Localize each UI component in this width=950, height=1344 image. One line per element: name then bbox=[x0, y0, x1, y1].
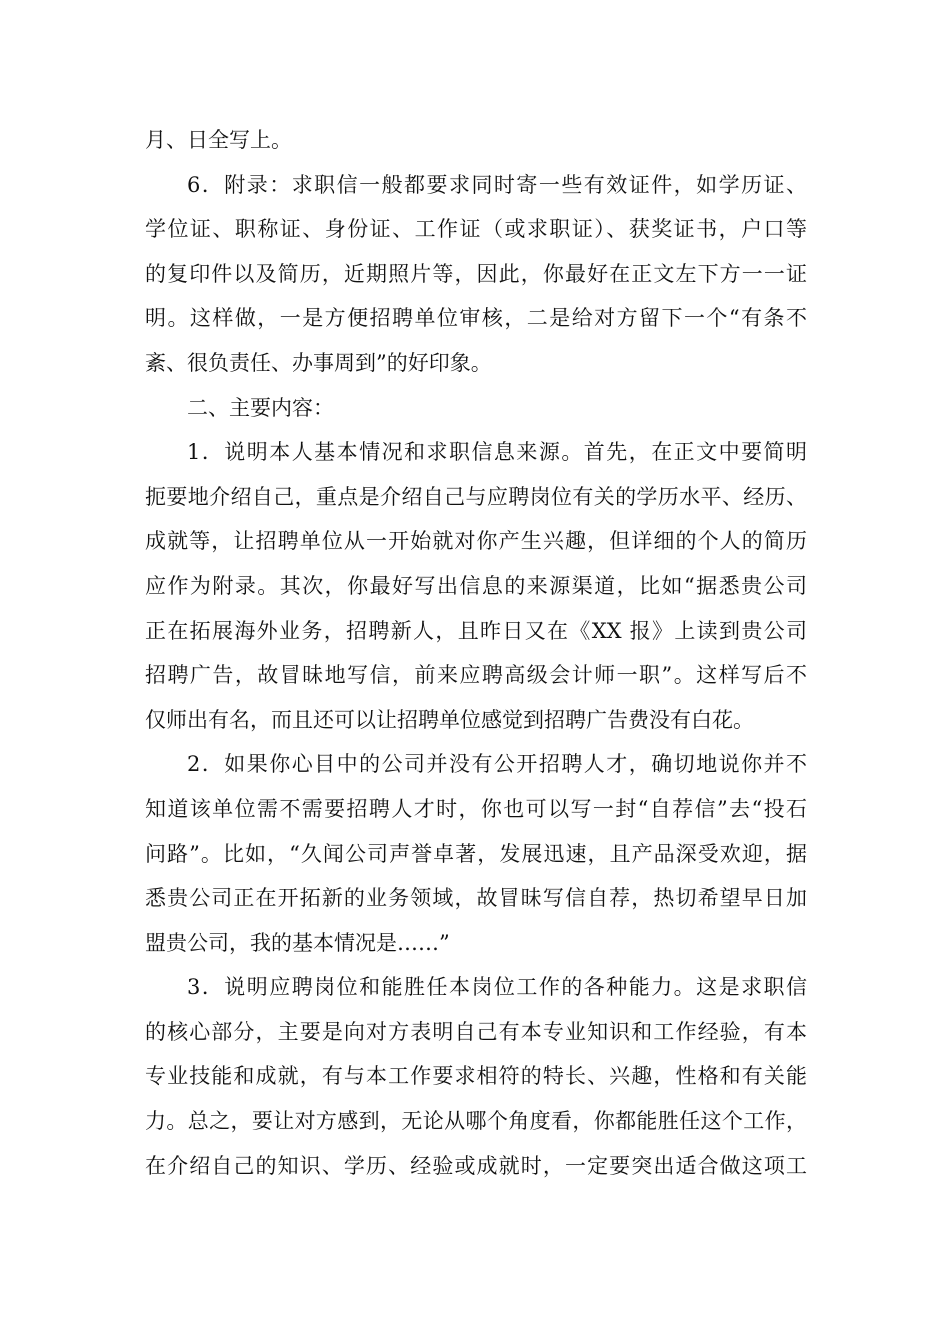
text-line: 知道该单位需不需要招聘人才时，你也可以写一封“自荐信”去“投石 bbox=[145, 796, 807, 821]
paragraph-first-line: 2．如果你心目中的公司并没有公开招聘人才，确切地说你并不 bbox=[187, 752, 807, 777]
section-heading: 二、主要内容： bbox=[187, 395, 334, 420]
text-line: 悉贵公司正在开拓新的业务领域，故冒昧写信自荐，热切希望早日加 bbox=[145, 886, 807, 911]
paragraph-first-line: 3．说明应聘岗位和能胜任本岗位工作的各种能力。这是求职信 bbox=[187, 975, 807, 1000]
text-line: 紊、很负责任、办事周到”的好印象。 bbox=[145, 350, 492, 375]
text-line: 仅师出有名，而且还可以让招聘单位感觉到招聘广告费没有白花。 bbox=[145, 707, 754, 732]
paragraph-first-line: 1．说明本人基本情况和求职信息来源。首先，在正文中要简明 bbox=[187, 440, 807, 465]
text-line: 学位证、职称证、身份证、工作证（或求职证）、获奖证书，户口等 bbox=[145, 217, 807, 242]
paragraph-first-line: 6．附录：求职信一般都要求同时寄一些有效证件，如学历证、 bbox=[187, 172, 807, 197]
text-line: 应作为附录。其次，你最好写出信息的来源渠道，比如“据悉贵公司 bbox=[145, 573, 807, 598]
text-line: 明。这样做，一是方便招聘单位审核，二是给对方留下一个“有条不 bbox=[145, 306, 807, 331]
text-line: 问路”。比如，“久闻公司声誉卓著，发展迅速，且产品深受欢迎，据 bbox=[145, 841, 807, 866]
text-line: 专业技能和成就，有与本工作要求相符的特长、兴趣，性格和有关能 bbox=[145, 1064, 807, 1089]
text-line: 盟贵公司，我的基本情况是……” bbox=[145, 930, 450, 955]
text-line: 招聘广告，故冒昧地写信，前来应聘高级会计师一职”。这样写后不 bbox=[145, 663, 807, 688]
text-line: 力。总之，要让对方感到，无论从哪个角度看，你都能胜任这个工作， bbox=[145, 1109, 807, 1134]
text-line: 月、日全写上。 bbox=[145, 128, 292, 152]
text-line: 成就等，让招聘单位从一开始就对你产生兴趣，但详细的个人的简历 bbox=[145, 529, 807, 554]
text-line: 的核心部分，主要是向对方表明自己有本专业知识和工作经验，有本 bbox=[145, 1019, 807, 1044]
text-line: 正在拓展海外业务，招聘新人，且昨日又在《XX 报》上读到贵公司 bbox=[145, 618, 807, 643]
text-line: 在介绍自己的知识、学历、经验或成就时，一定要突出适合做这项工 bbox=[145, 1153, 807, 1178]
text-line: 的复印件以及简历，近期照片等，因此，你最好在正文左下方一一证 bbox=[145, 261, 807, 286]
text-line: 扼要地介绍自己，重点是介绍自己与应聘岗位有关的学历水平、经历、 bbox=[145, 484, 807, 509]
document-body bbox=[145, 118, 807, 1188]
